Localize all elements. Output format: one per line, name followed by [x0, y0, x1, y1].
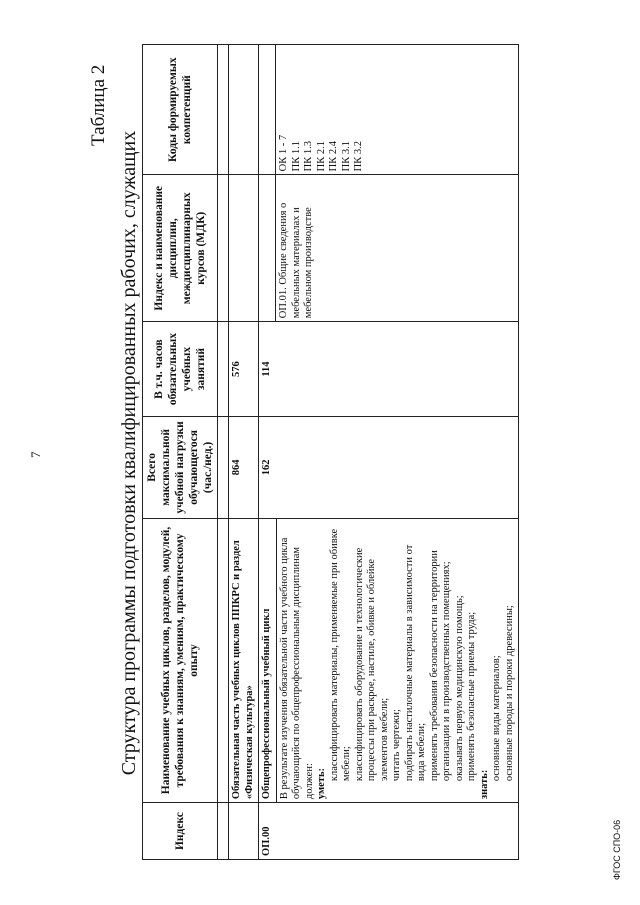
umet-item: оказывать первую медицинскую помощь;	[453, 595, 465, 782]
op01-discipline-cell	[259, 175, 519, 322]
op00-content	[259, 518, 519, 802]
op00-name: Общепрофессиональный учебный цикл	[261, 608, 272, 800]
umet-item: подбирать настилочные материалы в зависимости от вида мебели;	[403, 544, 427, 782]
table-header-row	[143, 45, 218, 860]
table-label: Таблица 2	[88, 64, 109, 146]
footer-note: ФГОС СПО-06	[612, 819, 622, 880]
competence-code: ПК 3.2	[353, 140, 364, 172]
umet-item: применять требования безопасности на территории организации и в производственных помещениях;	[428, 550, 452, 782]
header-name: Наименование учебных циклов, разделов, модулей, требования к знаниям, умениям, практическому опыту	[143, 518, 218, 802]
znat-label: знать:	[478, 769, 490, 800]
op01-discipline: ОП.01. Общие сведения о мебельных материалах и мебельном производстве	[278, 202, 314, 319]
total-max-load: 864	[229, 416, 259, 518]
header-index: Индекс	[143, 803, 218, 860]
umet-item: применять безопасные приемы труда;	[466, 611, 477, 782]
header-discipline: Индекс и наименование дисциплин, междисциплинарных курсов (МДК)	[143, 175, 218, 322]
op00-mandatory: 114	[259, 322, 519, 417]
header-max-load: Всего максимальной учебной нагрузки обучающегося (час./нед.)	[143, 416, 218, 518]
total-name: Обязательная часть учебных циклов ППКРС и раздел «Физическая культура»	[229, 518, 259, 802]
znat-item: основные породы и пороки древесины;	[503, 605, 515, 782]
umet-item: классифицировать оборудование и технологические процессы при раскрое, настиле, обивке и облейке элементов мебели;	[353, 547, 390, 782]
competence-code: ОК 1 - 7	[278, 134, 289, 172]
competence-code: ПК 1.3	[303, 140, 314, 172]
table-row-total	[229, 45, 259, 860]
competence-code: ПК 1.1	[290, 140, 302, 172]
column-number-row	[218, 45, 229, 860]
op01-codes-cell	[259, 45, 519, 175]
competence-code: ПК 3.1	[340, 140, 352, 172]
op01-intro: В результате изучения обязательной части учебного цикла обучающийся по общепрофессиональным дисциплинам должен:	[278, 537, 315, 800]
umet-label: уметь:	[316, 768, 327, 800]
header-mandatory: В т.ч. часов обязательных учебных занятий	[143, 322, 218, 417]
table-row-op00	[259, 45, 519, 860]
umet-item: читать чертежи;	[391, 709, 402, 782]
op00-max-load: 162	[259, 416, 519, 518]
competence-code: ПК 2.4	[328, 140, 339, 172]
document-heading: Структура программы подготовки квалифицированных рабочих, служащих	[118, 130, 140, 776]
document-page	[20, 18, 630, 888]
structure-table	[142, 44, 519, 860]
page-number: 7	[28, 451, 43, 458]
competence-code: ПК 2.1	[315, 140, 327, 172]
znat-item: основные виды материалов;	[491, 655, 502, 782]
header-codes: Коды формируемых компетенций	[143, 45, 218, 175]
total-mandatory: 576	[229, 322, 259, 417]
umet-item: классифицировать материалы, применяемые при обивке мебели;	[328, 528, 352, 782]
op00-index: ОП.00	[259, 803, 519, 860]
